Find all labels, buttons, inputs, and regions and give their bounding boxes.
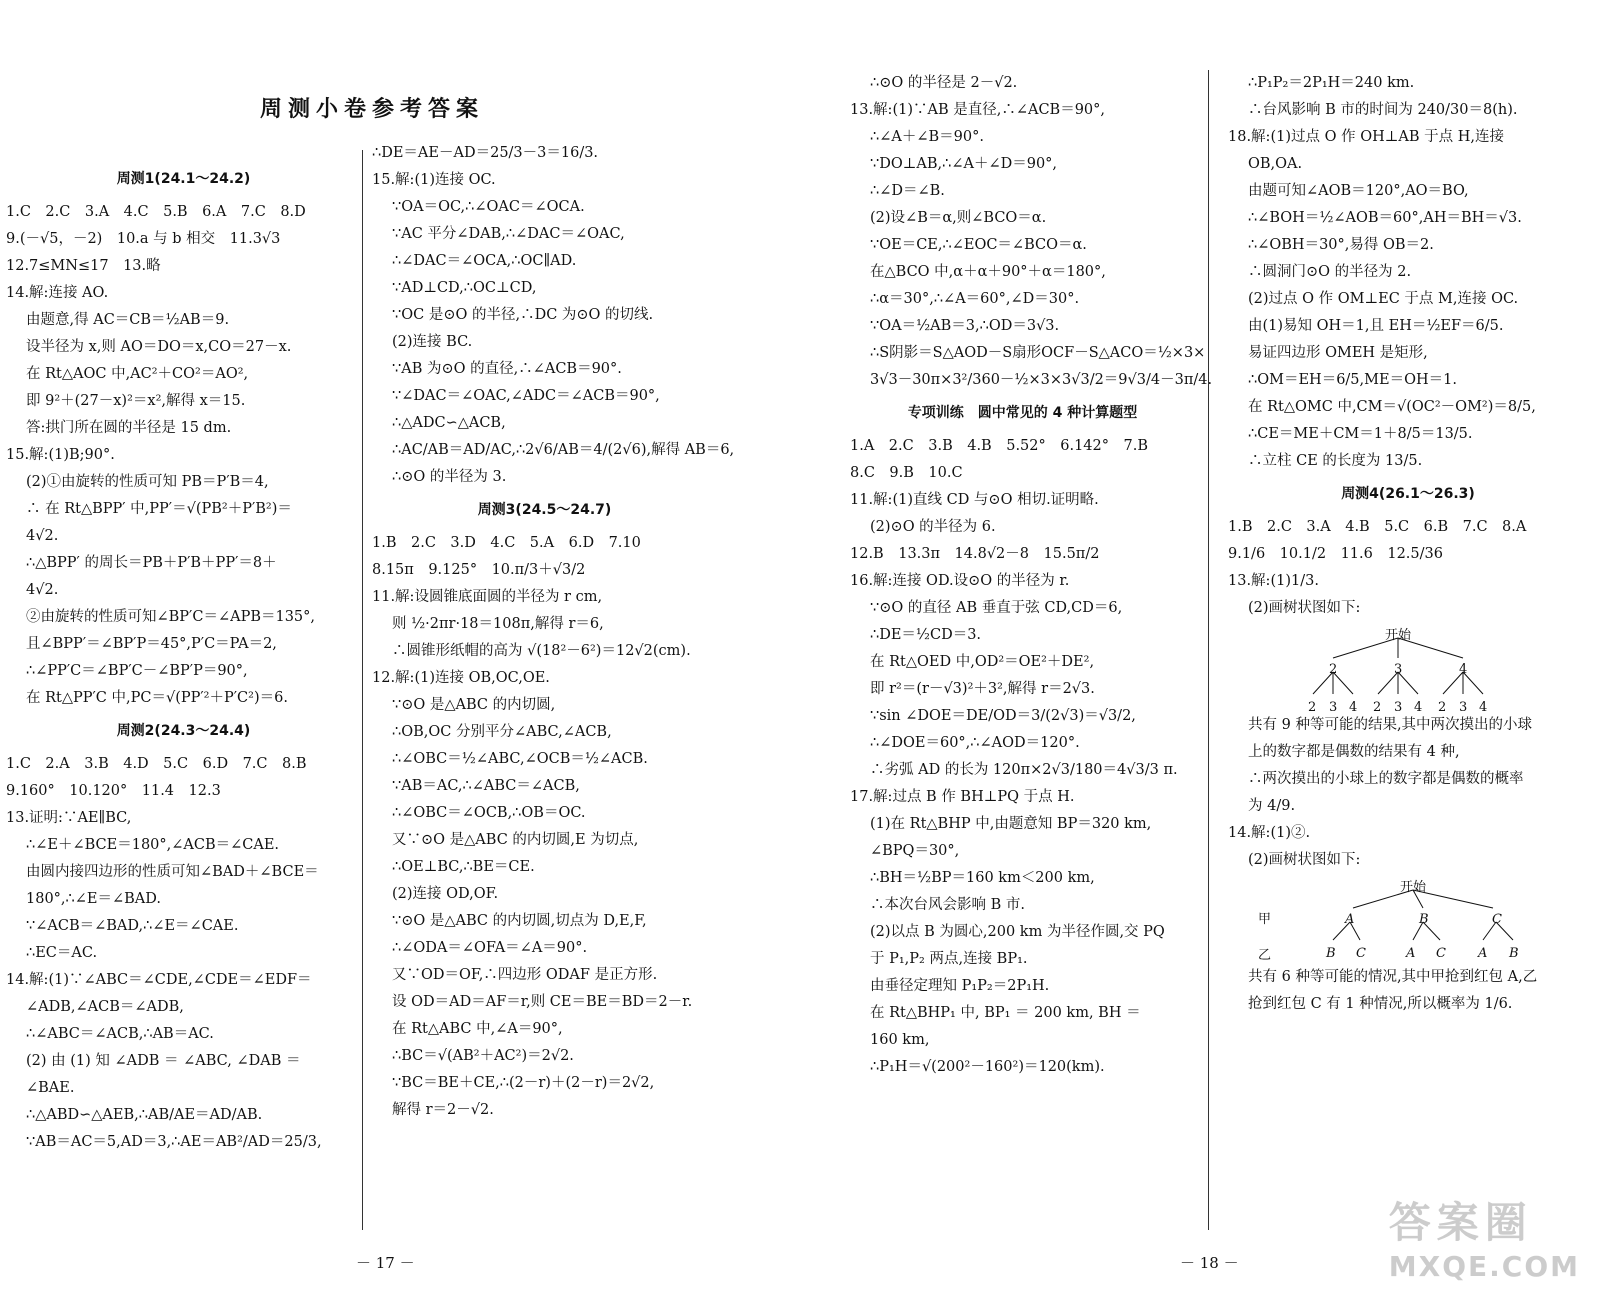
answer-line: ②由旋转的性质可知∠BP′C＝∠APB＝135°, bbox=[26, 609, 316, 625]
answer-line: ∴α＝30°,∴∠A＝60°,∠D＝30°. bbox=[870, 291, 1080, 307]
answer-line: ∴P₁P₂＝2P₁H＝240 km. bbox=[1248, 75, 1415, 91]
answer-line: 在 Rt△BHP₁ 中, BP₁ ＝ 200 km, BH ＝ bbox=[870, 1005, 1141, 1021]
answer-line: ∵AB 为⊙O 的直径,∴∠ACB＝90°. bbox=[392, 361, 622, 377]
answer-line: ∴OB,OC 分别平分∠ABC,∠ACB, bbox=[392, 724, 612, 740]
answer-line: ∴∠E＋∠BCE＝180°,∠ACB＝∠CAE. bbox=[26, 837, 280, 853]
tree2-leaf: B bbox=[1509, 946, 1519, 961]
answer-line: ∵AB＝AC＝5,AD＝3,∴AE＝AB²/AD＝25/3, bbox=[26, 1134, 322, 1150]
tree-diagram-1 bbox=[1288, 622, 1588, 715]
answer-line: 11.解:设圆锥底面圆的半径为 r cm, bbox=[372, 589, 603, 605]
column-2 bbox=[372, 140, 735, 1124]
tree2-row1-label: 甲 bbox=[1258, 912, 1272, 927]
answer-line: 17.解:过点 B 作 BH⊥PQ 于点 H. bbox=[850, 789, 1075, 805]
answer-line: 16.解:连接 OD.设⊙O 的半径为 r. bbox=[850, 573, 1070, 589]
tree1-leaf: 4 bbox=[1349, 700, 1358, 715]
answer-line: ∴劣弧 AD 的长为 120π×2√3/180＝4√3/3 π. bbox=[870, 762, 1178, 778]
tree1-leaf: 3 bbox=[1394, 700, 1403, 715]
answer-line: 由圆内接四边形的性质可知∠BAD＋∠BCE＝ bbox=[26, 864, 319, 880]
answer-line: 9.(－√5，－2) 10.a 与 b 相交 11.3√3 bbox=[6, 231, 281, 247]
watermark-logo bbox=[1389, 1190, 1580, 1283]
answer-line: 即 r²＝(r－√3)²＋3²,解得 r＝2√3. bbox=[870, 681, 1095, 697]
answer-line: 13.解:(1)∵AB 是直径,∴∠ACB＝90°, bbox=[850, 102, 1106, 118]
answer-line: 且∠BPP′＝∠BP′P＝45°,P′C＝PA＝2, bbox=[26, 636, 277, 652]
answer-line: 在 Rt△OED 中,OD²＝OE²＋DE², bbox=[870, 654, 1095, 670]
tree2-row2-label: 乙 bbox=[1258, 948, 1272, 963]
answer-line: 解得 r＝2－√2. bbox=[392, 1102, 494, 1118]
answer-line: ∴CE＝ME＋CM＝1＋8/5＝13/5. bbox=[1248, 426, 1473, 442]
section-heading: 周测4(26.1～26.3) bbox=[1341, 486, 1475, 502]
answer-line: 12.B 13.3π 14.8√2－8 15.5π/2 bbox=[850, 546, 1100, 562]
answer-line: ∴台风影响 B 市的时间为 240/30＝8(h). bbox=[1248, 102, 1518, 118]
answer-line: 易证四边形 OMEH 是矩形, bbox=[1248, 345, 1428, 361]
tree1-leaf: 3 bbox=[1329, 700, 1338, 715]
answer-line: 18.解:(1)过点 O 作 OH⊥AB 于点 H,连接 bbox=[1228, 129, 1504, 145]
answer-line: ∵⊙O 的直径 AB 垂直于弦 CD,CD＝6, bbox=[870, 600, 1123, 616]
tree1-leaf: 4 bbox=[1414, 700, 1423, 715]
answer-line: (2)以点 B 为圆心,200 km 为半径作圆,交 PQ bbox=[870, 924, 1165, 940]
answer-line: 3√3－30π×3²/360－½×3×3√3/2＝9√3/4－3π/4. bbox=[870, 372, 1213, 388]
answer-line: 9.1/6 10.1/2 11.6 12.5/36 bbox=[1228, 546, 1443, 562]
tree2-node: B bbox=[1419, 912, 1429, 927]
answer-line: ∴⊙O 的半径是 2－√2. bbox=[870, 75, 1018, 91]
tree1-leaf: 3 bbox=[1459, 700, 1468, 715]
answer-line: ∴AC/AB＝AD/AC,∴2√6/AB＝4/(2√6),解得 AB＝6, bbox=[392, 442, 735, 458]
answer-line: 上的数字都是偶数的结果有 4 种, bbox=[1248, 744, 1460, 760]
watermark-main: 答案圈 bbox=[1388, 1198, 1533, 1247]
answer-line: 由垂径定理知 P₁P₂＝2P₁H. bbox=[870, 978, 1050, 994]
tree1-leaf: 2 bbox=[1373, 700, 1382, 715]
answer-line: 8.C 9.B 10.C bbox=[850, 465, 963, 481]
answer-line: ∵∠DAC＝∠OAC,∠ADC＝∠ACB＝90°, bbox=[392, 388, 660, 404]
answer-line: 14.解:连接 AO. bbox=[6, 285, 109, 301]
answer-line: ∴ 在 Rt△BPP′ 中,PP′＝√(PB²＋P′B²)＝ bbox=[26, 501, 292, 517]
answer-line: ∴∠DOE＝60°,∴∠AOD＝120°. bbox=[870, 735, 1080, 751]
tree1-root: 开始 bbox=[1385, 628, 1412, 643]
answer-line: 15.解:(1)B;90°. bbox=[6, 447, 115, 463]
column-4-middle bbox=[1228, 712, 1588, 874]
answer-line: 1.A 2.C 3.B 4.B 5.52° 6.142° 7.B bbox=[850, 438, 1148, 454]
answer-line: ∵BC＝BE＋CE,∴(2－r)＋(2－r)＝2√2, bbox=[392, 1075, 655, 1091]
answer-line: ∴两次摸出的小球上的数字都是偶数的概率 bbox=[1248, 771, 1524, 787]
answer-line: 又∵⊙O 是△ABC 的内切圆,E 为切点, bbox=[392, 832, 639, 848]
tree1-leaf: 4 bbox=[1479, 700, 1488, 715]
answer-line: ∵OE＝CE,∴∠EOC＝∠BCO＝α. bbox=[870, 237, 1087, 253]
tree-diagram-2 bbox=[1228, 874, 1588, 964]
tree1-node: 3 bbox=[1394, 662, 1403, 677]
answer-line: 13.证明:∵AE∥BC, bbox=[6, 810, 132, 826]
tree2-node: C bbox=[1492, 912, 1502, 927]
answer-line: ∵OA＝OC,∴∠OAC＝∠OCA. bbox=[392, 199, 585, 215]
tree2-leaf: C bbox=[1356, 946, 1366, 961]
column-4-bottom bbox=[1228, 964, 1588, 1018]
column-4-top bbox=[1228, 70, 1588, 622]
answer-line: ∴DE＝½CD＝3. bbox=[870, 627, 982, 643]
answer-line: 9.160° 10.120° 11.4 12.3 bbox=[6, 783, 221, 799]
answer-line: ∴△BPP′ 的周长＝PB＋P′B＋PP′＝8＋ bbox=[26, 555, 277, 571]
column-1 bbox=[6, 160, 361, 1156]
answer-line: ∵OC 是⊙O 的半径,∴DC 为⊙O 的切线. bbox=[392, 307, 654, 323]
answer-line: ∴△ADC∽△ACB, bbox=[392, 415, 506, 431]
tree2-root: 开始 bbox=[1400, 880, 1427, 895]
answer-line: ∴∠OBC＝½∠ABC,∠OCB＝½∠ACB. bbox=[392, 751, 648, 767]
answer-line: (2)设∠B＝α,则∠BCO＝α. bbox=[870, 210, 1047, 226]
tree2-leaf: C bbox=[1436, 946, 1446, 961]
answer-line: ∠BPQ＝30°, bbox=[870, 843, 960, 859]
answer-line: ∴∠PP′C＝∠BP′C－∠BP′P＝90°, bbox=[26, 663, 248, 679]
answer-line: (2)连接 BC. bbox=[392, 334, 473, 350]
section-heading: 周测1(24.1～24.2) bbox=[116, 171, 251, 187]
answer-line: ∴S阴影＝S△AOD－S扇形OCF－S△ACO＝½×3× bbox=[870, 345, 1206, 361]
answer-line: ∴∠DAC＝∠OCA,∴OC∥AD. bbox=[392, 253, 577, 269]
column-3 bbox=[850, 70, 1213, 1081]
answer-line: ∠ADB,∠ACB＝∠ADB, bbox=[26, 999, 184, 1015]
answer-line: 1.C 2.A 3.B 4.D 5.C 6.D 7.C 8.B bbox=[6, 756, 307, 772]
tree2-leaf: A bbox=[1478, 946, 1488, 961]
answer-line: 8.15π 9.125° 10.π/3＋√3/2 bbox=[372, 562, 586, 578]
answer-line: (1)在 Rt△BHP 中,由题意知 BP＝320 km, bbox=[870, 816, 1152, 832]
answer-line: ∵⊙O 是△ABC 的内切圆,切点为 D,E,F, bbox=[392, 913, 647, 929]
answer-line: ∴圆锥形纸帽的高为 √(18²－6²)＝12√2(cm). bbox=[392, 643, 691, 659]
answer-line: OB,OA. bbox=[1248, 156, 1303, 172]
answer-line: ∴BH＝½BP＝160 km＜200 km, bbox=[870, 870, 1095, 886]
answer-line: ∵OA＝½AB＝3,∴OD＝3√3. bbox=[870, 318, 1060, 334]
answer-line: 在 Rt△OMC 中,CM＝√(OC²－OM²)＝8/5, bbox=[1248, 399, 1536, 415]
column-4 bbox=[1228, 70, 1588, 1018]
answer-line: 4√2. bbox=[26, 528, 59, 544]
answer-line: ∴圆洞门⊙O 的半径为 2. bbox=[1248, 264, 1412, 280]
answer-line: 由(1)易知 OH＝1,且 EH＝½EF＝6/5. bbox=[1248, 318, 1504, 334]
answer-line: 在 Rt△ABC 中,∠A＝90°, bbox=[392, 1021, 563, 1037]
answer-line: ∴DE＝AE－AD＝25/3－3＝16/3. bbox=[372, 145, 599, 161]
answer-line: ∵DO⊥AB,∴∠A＋∠D＝90°, bbox=[870, 156, 1058, 172]
answer-line: 180°,∴∠E＝∠BAD. bbox=[26, 891, 161, 907]
answer-line: 于 P₁,P₂ 两点,连接 BP₁. bbox=[870, 951, 1028, 967]
answer-line: 即 9²＋(27－x)²＝x²,解得 x＝15. bbox=[26, 393, 246, 409]
tree1-leaf: 2 bbox=[1438, 700, 1447, 715]
answer-line: ∴∠ABC＝∠ACB,∴AB＝AC. bbox=[26, 1026, 214, 1042]
answer-line: 共有 6 种等可能的情况,其中甲抢到红包 A,乙 bbox=[1248, 969, 1538, 985]
answer-line: ∴OE⊥BC,∴BE＝CE. bbox=[392, 859, 535, 875]
answer-line: 由题意,得 AC＝CB＝½AB＝9. bbox=[26, 312, 230, 328]
answer-line: 为 4/9. bbox=[1248, 798, 1296, 814]
answer-line: 12.解:(1)连接 OB,OC,OE. bbox=[372, 670, 550, 686]
answer-line: ∴∠ODA＝∠OFA＝∠A＝90°. bbox=[392, 940, 588, 956]
answer-line: (2)①由旋转的性质可知 PB＝P′B＝4, bbox=[26, 474, 269, 490]
answer-line: ∴BC＝√(AB²＋AC²)＝2√2. bbox=[392, 1048, 574, 1064]
answer-line: 14.解:(1)∵∠ABC＝∠CDE,∠CDE＝∠EDF＝ bbox=[6, 972, 312, 988]
page-number-right: － 18 － bbox=[1180, 1254, 1239, 1272]
answer-line: ∵AC 平分∠DAB,∴∠DAC＝∠OAC, bbox=[392, 226, 625, 242]
answer-line: 1.B 2.C 3.D 4.C 5.A 6.D 7.10 bbox=[372, 535, 641, 551]
answer-line: ∴∠D＝∠B. bbox=[870, 183, 945, 199]
answer-line: ∴∠OBH＝30°,易得 OB＝2. bbox=[1248, 237, 1434, 253]
answer-line: ∵AD⊥CD,∴OC⊥CD, bbox=[392, 280, 537, 296]
answer-line: ∵AB＝AC,∴∠ABC＝∠ACB, bbox=[392, 778, 580, 794]
answer-line: 由题可知∠AOB＝120°,AO＝BO, bbox=[1248, 183, 1469, 199]
answer-line: 1.C 2.C 3.A 4.C 5.B 6.A 7.C 8.D bbox=[6, 204, 306, 220]
answer-line: 在 Rt△AOC 中,AC²＋CO²＝AO², bbox=[26, 366, 249, 382]
page-number-left: － 17 － bbox=[356, 1254, 415, 1272]
answer-line: (2)⊙O 的半径为 6. bbox=[870, 519, 996, 535]
answer-line: (2)过点 O 作 OM⊥EC 于点 M,连接 OC. bbox=[1248, 291, 1519, 307]
tree2-leaf: B bbox=[1326, 946, 1336, 961]
column-divider-right bbox=[1208, 70, 1209, 1230]
answer-line: 12.7≤MN≤17 13.略 bbox=[6, 258, 161, 274]
answer-line: 设半径为 x,则 AO＝DO＝x,CO＝27－x. bbox=[26, 339, 292, 355]
answer-line: 160 km, bbox=[870, 1032, 930, 1048]
answer-line: 共有 9 种等可能的结果,其中两次摸出的小球 bbox=[1248, 717, 1533, 733]
answer-line: 在 Rt△PP′C 中,PC＝√(PP′²＋P′C²)＝6. bbox=[26, 690, 288, 706]
answer-line: (2)连接 OD,OF. bbox=[392, 886, 499, 902]
answer-line: 在△BCO 中,α＋α＋90°＋α＝180°, bbox=[870, 264, 1106, 280]
section-heading: 专项训练 圆中常见的 4 种计算题型 bbox=[907, 405, 1138, 421]
column-divider-left bbox=[362, 150, 363, 1230]
answer-line: ∴OM＝EH＝6/5,ME＝OH＝1. bbox=[1248, 372, 1457, 388]
answer-line: 4√2. bbox=[26, 582, 59, 598]
answer-line: ∵⊙O 是△ABC 的内切圆, bbox=[392, 697, 556, 713]
tree1-leaf: 2 bbox=[1308, 700, 1317, 715]
answer-line: 14.解:(1)②. bbox=[1228, 825, 1311, 841]
answer-line: ∴EC＝AC. bbox=[26, 945, 98, 961]
page-title: 周测小卷参考答案 bbox=[260, 96, 485, 122]
answer-line: ∵sin ∠DOE＝DE/OD＝3/(2√3)＝√3/2, bbox=[870, 708, 1136, 724]
section-heading: 周测2(24.3～24.4) bbox=[116, 723, 251, 739]
answer-line: ∴本次台风会影响 B 市. bbox=[870, 897, 1025, 913]
tree1-node: 2 bbox=[1329, 662, 1338, 677]
answer-line: ∴⊙O 的半径为 3. bbox=[392, 469, 507, 485]
answer-line: (2)画树状图如下: bbox=[1248, 600, 1361, 616]
tree2-node: A bbox=[1345, 912, 1355, 927]
tree2-leaf: A bbox=[1406, 946, 1416, 961]
answer-line: ∴∠OBC＝∠OCB,∴OB＝OC. bbox=[392, 805, 586, 821]
answer-line: 15.解:(1)连接 OC. bbox=[372, 172, 496, 188]
answer-line: 11.解:(1)直线 CD 与⊙O 相切.证明略. bbox=[850, 492, 1099, 508]
watermark-sub: MXQE.COM bbox=[1388, 1250, 1580, 1283]
answer-line: ∴∠A＋∠B＝90°. bbox=[870, 129, 984, 145]
answer-line: ∴∠BOH＝½∠AOB＝60°,AH＝BH＝√3. bbox=[1248, 210, 1522, 226]
answer-line: (2)画树状图如下: bbox=[1248, 852, 1361, 868]
answer-line: ∵∠ACB＝∠BAD,∴∠E＝∠CAE. bbox=[26, 918, 239, 934]
answer-line: 设 OD＝AD＝AF＝r,则 CE＝BE＝BD＝2－r. bbox=[392, 994, 693, 1010]
answer-line: 则 ½·2πr·18＝108π,解得 r＝6, bbox=[392, 616, 604, 632]
section-heading: 周测3(24.5～24.7) bbox=[477, 502, 612, 518]
answer-line: 13.解:(1)1/3. bbox=[1228, 573, 1319, 589]
answer-line: 抢到红包 C 有 1 种情况,所以概率为 1/6. bbox=[1248, 996, 1513, 1012]
answer-line: ∴立柱 CE 的长度为 13/5. bbox=[1248, 453, 1423, 469]
answer-line: ∠BAE. bbox=[26, 1080, 75, 1096]
answer-line: (2) 由 (1) 知 ∠ADB ＝ ∠ABC, ∠DAB ＝ bbox=[26, 1053, 301, 1069]
answer-line: ∴P₁H＝√(200²－160²)＝120(km). bbox=[870, 1059, 1105, 1075]
answer-line: 1.B 2.C 3.A 4.B 5.C 6.B 7.C 8.A bbox=[1228, 519, 1527, 535]
tree1-node: 4 bbox=[1459, 662, 1468, 677]
answer-line: 答:拱门所在圆的半径是 15 dm. bbox=[26, 420, 232, 436]
answer-line: ∴△ABD∽△AEB,∴AB/AE＝AD/AB. bbox=[26, 1107, 263, 1123]
answer-line: 又∵OD＝OF,∴四边形 ODAF 是正方形. bbox=[392, 967, 658, 983]
